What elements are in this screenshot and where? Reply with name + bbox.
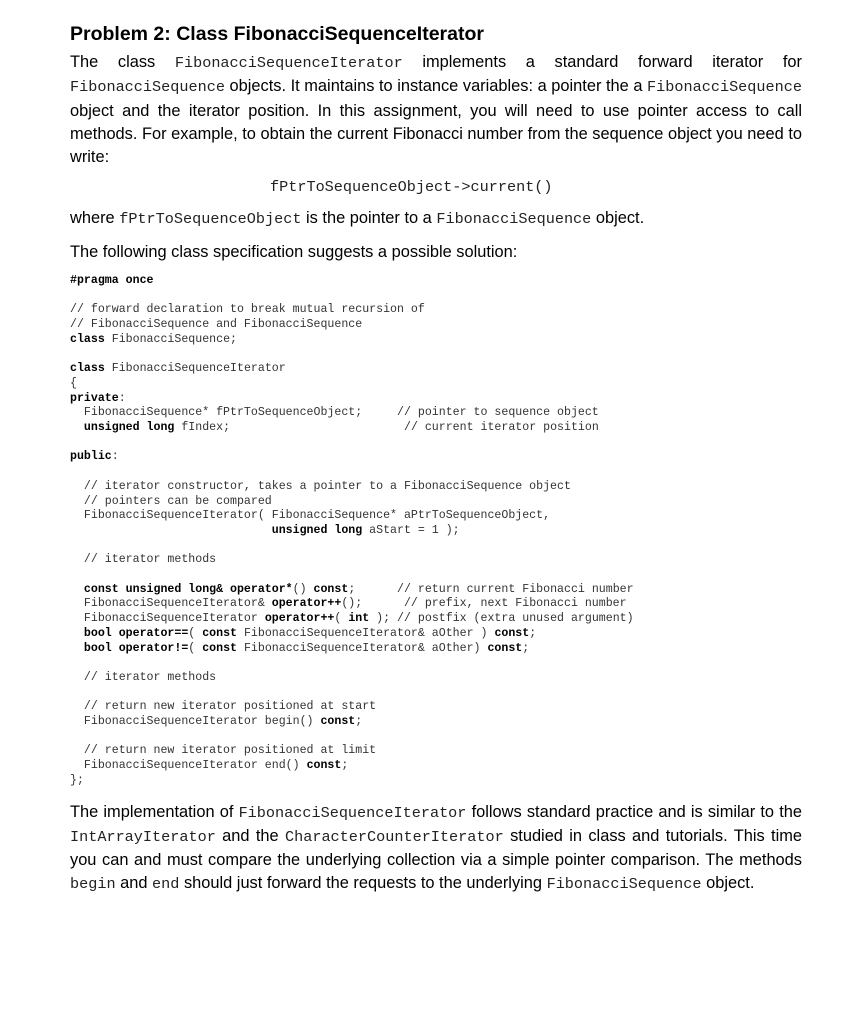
closing-code-3: CharacterCounterIterator bbox=[284, 827, 504, 846]
code-line-class: class FibonacciSequenceIterator bbox=[70, 362, 286, 376]
intro-text-1: The class bbox=[70, 53, 175, 71]
closing-code-2: IntArrayIterator bbox=[70, 827, 216, 846]
code-comment-ctor-2: // pointers can be compared bbox=[70, 494, 272, 508]
code-line-begin: FibonacciSequenceIterator begin() const; bbox=[70, 715, 363, 729]
intro-text-2: implements a standard forward iterator for bbox=[402, 53, 802, 71]
intro-text-3: objects. It maintains to instance variables: a pointer the a bbox=[224, 77, 648, 96]
code-line-ctor-1: FibonacciSequenceIterator( FibonacciSequence* aPtrToSequenceObject, bbox=[70, 509, 551, 523]
closing-text-4: studied in class and tutorials. This time you can and must compare the underlying collection via a simple pointer comparison. The methods bbox=[70, 826, 802, 870]
closing-code-5: end bbox=[152, 875, 180, 894]
intro-code-3: FibonacciSequence bbox=[647, 78, 802, 97]
closing-text-6: should just forward the requests to the underlying bbox=[179, 874, 547, 893]
closing-code-6: FibonacciSequence bbox=[546, 875, 702, 894]
closing-text-7: object. bbox=[701, 874, 755, 893]
code-line-open-brace: { bbox=[70, 376, 77, 390]
document-page bbox=[70, 22, 802, 897]
code-comment-fwd-1: // forward declaration to break mutual recursion of bbox=[70, 303, 425, 317]
where-code-2: FibonacciSequence bbox=[436, 210, 592, 229]
code-line-private: private: bbox=[70, 391, 126, 405]
example-call: fPtrToSequenceObject->current() bbox=[270, 178, 553, 197]
closing-text-3: and the bbox=[215, 826, 285, 845]
code-line-op-deref: const unsigned long& operator*() const; // return current Fibonacci number bbox=[70, 582, 634, 596]
intro-code-2: FibonacciSequence bbox=[70, 78, 225, 97]
code-line-ctor-2: unsigned long aStart = 1 ); bbox=[271, 523, 460, 537]
code-listing bbox=[70, 274, 802, 788]
code-comment-fwd-2: // FibonacciSequence and FibonacciSequence bbox=[70, 318, 363, 332]
where-paragraph bbox=[70, 207, 802, 231]
code-line-member-1: FibonacciSequence* fPtrToSequenceObject; // pointer to sequence object bbox=[70, 406, 599, 420]
code-line-fwd-decl: class FibonacciSequence; bbox=[70, 332, 237, 346]
code-line-pragma: #pragma once bbox=[70, 274, 154, 288]
code-line-end: FibonacciSequenceIterator end() const; bbox=[70, 759, 349, 773]
code-comment-begin: // return new iterator positioned at start bbox=[70, 700, 377, 714]
code-comment-methods-2: // iterator methods bbox=[70, 670, 217, 684]
code-line-public: public: bbox=[70, 450, 119, 464]
code-line-member-2: unsigned long fIndex; // current iterator position bbox=[70, 421, 599, 435]
where-text-3: object. bbox=[591, 209, 645, 228]
code-line-op-neq: bool operator!=( const FibonacciSequenceIterator& aOther) const; bbox=[70, 641, 530, 655]
closing-text-2: follows standard practice and is similar to the bbox=[466, 802, 802, 821]
code-line-op-eq: bool operator==( const FibonacciSequenceIterator& aOther ) const; bbox=[70, 626, 537, 640]
code-line-close: }; bbox=[70, 773, 84, 787]
code-comment-ctor-1: // iterator constructor, takes a pointer to a FibonacciSequence object bbox=[70, 479, 571, 493]
spec-intro: The following class specification suggests a possible solution: bbox=[70, 242, 518, 261]
closing-code-1: FibonacciSequenceIterator bbox=[238, 803, 467, 822]
closing-paragraph bbox=[70, 801, 802, 897]
problem-heading: Problem 2: Class FibonacciSequenceIterator bbox=[70, 23, 484, 45]
code-line-op-prefix: FibonacciSequenceIterator& operator++(); // prefix, next Fibonacci number bbox=[70, 597, 627, 611]
where-text-1: where bbox=[70, 209, 120, 228]
where-code-1: fPtrToSequenceObject bbox=[119, 210, 302, 229]
closing-text-5: and bbox=[115, 874, 153, 893]
code-comment-end: // return new iterator positioned at limit bbox=[70, 744, 377, 758]
code-comment-methods: // iterator methods bbox=[70, 553, 217, 567]
closing-code-4: begin bbox=[70, 875, 116, 894]
code-line-op-postfix: FibonacciSequenceIterator operator++( int ); // postfix (extra unused argument) bbox=[70, 612, 634, 626]
where-text-2: is the pointer to a bbox=[301, 209, 437, 228]
intro-code-1: FibonacciSequenceIterator bbox=[174, 54, 403, 72]
intro-text-4: object and the iterator position. In this assignment, you will need to use pointer access to call methods. For example, to obtain the current Fibonacci number from the sequence object you need to write: bbox=[70, 101, 802, 167]
intro-paragraph bbox=[70, 51, 802, 169]
closing-text-1: The implementation of bbox=[70, 802, 239, 821]
